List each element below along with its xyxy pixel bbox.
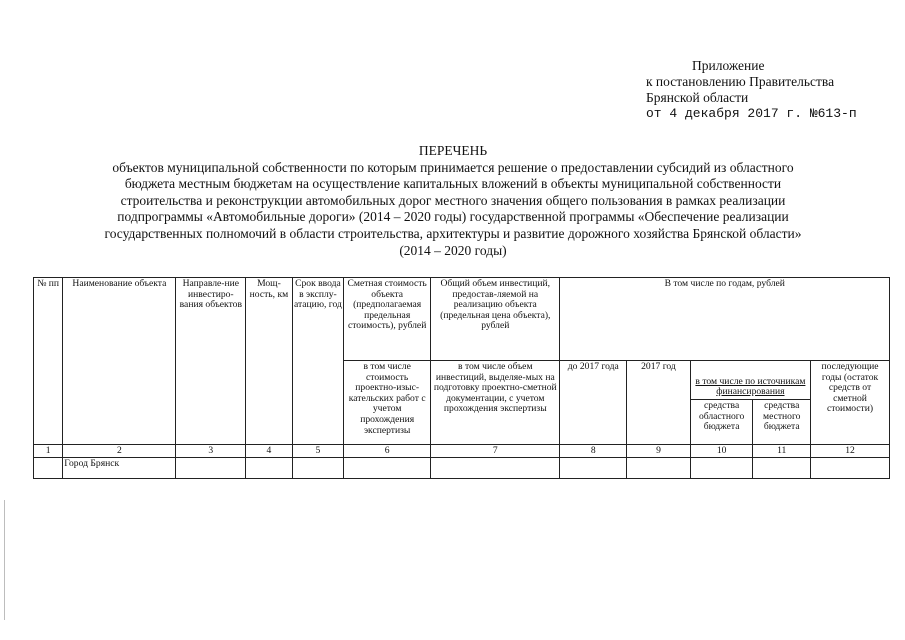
header-sources-text: в том числе по источникам финансирования	[695, 375, 806, 398]
appendix-line-region: Брянской области	[646, 90, 749, 105]
table-cell	[176, 458, 246, 479]
column-number-9: 9	[627, 445, 691, 458]
appendix-line-date: от 4 декабря 2017 г. №613-п	[646, 106, 857, 121]
table-cell	[560, 458, 627, 479]
table-cell	[811, 458, 890, 479]
column-number-4: 4	[246, 445, 292, 458]
title-line-6: (2014 – 2020 годы)	[399, 242, 507, 258]
document-title	[20, 143, 886, 259]
column-number-8: 8	[560, 445, 627, 458]
header-estimate-sub: в том числе стоимость проектно-изыс-кательских работ с учетом прохождения экспертизы	[344, 361, 431, 445]
header-num: № пп	[34, 278, 63, 445]
header-sources	[690, 361, 810, 400]
table-cell	[753, 458, 811, 479]
header-subsequent: последующие годы (остаток средств от сметной стоимости)	[811, 361, 890, 445]
header-name: Наименование объекта	[63, 278, 176, 445]
column-number-5: 5	[292, 445, 344, 458]
title-line-4: подпрограммы «Автомобильные дороги» (2014 – 2020 годы) государственной программы «Обеспечение реализации	[117, 209, 789, 225]
column-number-12: 12	[811, 445, 890, 458]
header-year-2017: 2017 год	[627, 361, 691, 445]
column-number-3: 3	[176, 445, 246, 458]
row-name-cell: Город Брянск	[63, 458, 176, 479]
header-local: средства местного бюджета	[753, 400, 811, 445]
appendix-block	[646, 58, 896, 122]
title-heading: ПЕРЕЧЕНЬ	[418, 143, 488, 158]
header-direction: Направле-ние инвестиро-вания объектов	[176, 278, 246, 445]
table-row	[34, 458, 890, 479]
column-number-1: 1	[34, 445, 63, 458]
header-regional: средства областного бюджета	[690, 400, 753, 445]
table-cell	[246, 458, 292, 479]
title-line-1: объектов муниципальной собственности по которым принимается решение о предоставлении субсидий из областного	[112, 159, 794, 175]
header-power: Мощ-ность, км	[246, 278, 292, 445]
column-number-2: 2	[63, 445, 176, 458]
header-volume-sub: в том числе объем инвестиций, выделяе-мых на подготовку проектно-сметной документации, с учетом прохождения экспертизы	[431, 361, 560, 445]
table-cell	[690, 458, 753, 479]
title-line-2: бюджета местным бюджетам на осуществление капитальных вложений в объекты муниципальной собственности	[124, 176, 782, 192]
title-line-3: строительства и реконструкции автомобильных дорог местного значения общего пользования в рамках реализации	[120, 192, 786, 208]
header-total-volume: Общий объем инвестиций, предостав-ляемой на реализацию объекта (предельная цена объекта), рублей	[431, 278, 560, 361]
column-number-11: 11	[753, 445, 811, 458]
column-number-6: 6	[344, 445, 431, 458]
appendix-title: Приложение	[692, 58, 765, 73]
table-cell	[431, 458, 560, 479]
objects-table	[33, 277, 890, 479]
appendix-line-resolution: к постановлению Правительства	[646, 74, 835, 89]
header-by-years: В том числе по годам, рублей	[560, 278, 890, 361]
table-cell	[34, 458, 63, 479]
table-cell	[627, 458, 691, 479]
column-number-10: 10	[690, 445, 753, 458]
title-line-5: государственных полномочий в области строительства, архитектуры и развитие дорожного хозяйства Брянской области»	[104, 225, 802, 241]
table-cell	[292, 458, 344, 479]
header-term: Срок ввода в эксплу-атацию, год	[292, 278, 344, 445]
scan-edge-line	[4, 500, 5, 620]
header-estimate: Сметная стоимость объекта (предполагаемая предельная стоимость), рублей	[344, 278, 431, 361]
header-before-2017: до 2017 года	[560, 361, 627, 445]
column-number-7: 7	[431, 445, 560, 458]
table-cell	[344, 458, 431, 479]
